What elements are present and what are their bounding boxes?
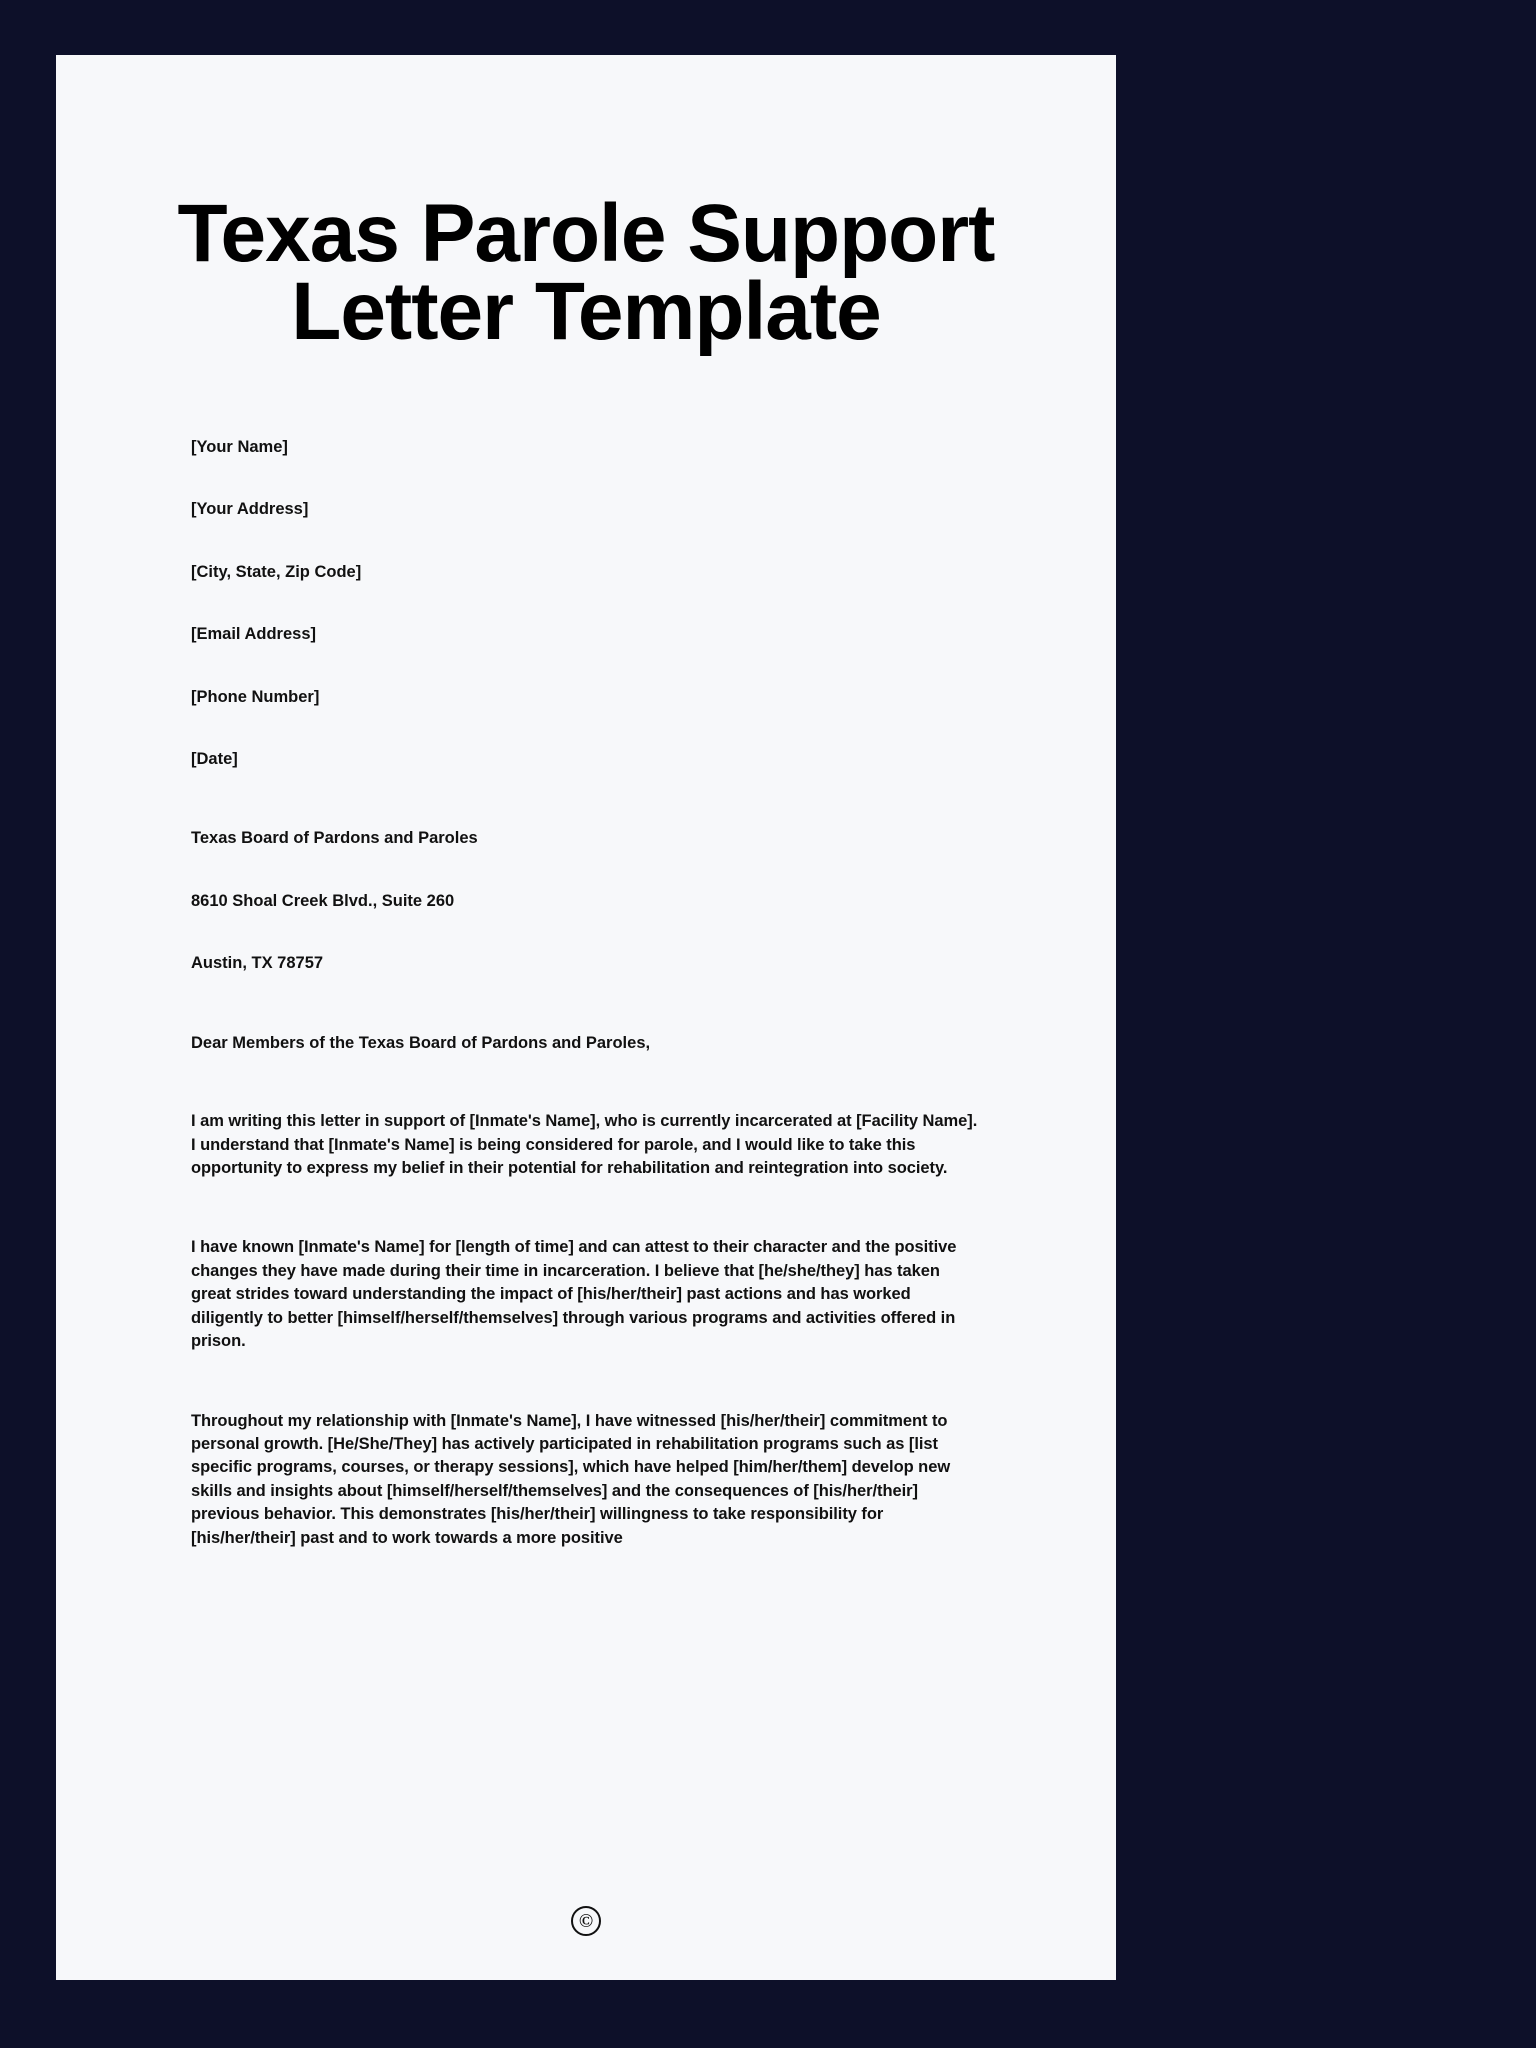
document-page — [56, 55, 1116, 1980]
spacer — [191, 1180, 984, 1236]
copyright-icon: © — [571, 1906, 601, 1936]
recipient-address-block — [191, 828, 984, 974]
spacer — [191, 912, 984, 953]
letter-date: [Date] — [191, 749, 238, 768]
spacer — [191, 708, 984, 749]
spacer — [191, 646, 984, 687]
body-paragraph-2: I have known [Inmate's Name] for [length of time] and can attest to their character and the positive changes they have made during their time in incarceration. I believe that [he/she/they] has taken great strides toward understanding the impact of [his/her/their] past actions and has worked diligently to better [himself/herself/themselves] through various programs and activities offered in prison. — [191, 1238, 957, 1351]
spacer — [191, 521, 984, 562]
sender-email: [Email Address] — [191, 625, 317, 644]
salutation: Dear Members of the Texas Board of Pardons and Paroles, — [191, 1033, 651, 1052]
sender-address-block — [191, 351, 984, 771]
spacer — [191, 583, 984, 624]
body-paragraph-1: I am writing this letter in support of [Inmate's Name], who is currently incarcerated at [Facility Name]. I understand that [Inmate's Name] is being considered for parole, and I would like to take this opportunity to express my belief in their potential for rehabilitation and reintegration into society. — [191, 1112, 978, 1177]
spacer — [191, 1354, 984, 1410]
sender-name: [Your Name] — [191, 437, 288, 456]
recipient-street: 8610 Shoal Creek Blvd., Suite 260 — [191, 891, 455, 910]
spacer — [191, 850, 984, 891]
body-paragraph-3: Throughout my relationship with [Inmate's Name], I have witnessed [his/her/their] commitment to personal growth. [He/She/They] has actively participated in rehabilitation programs such as [list specific programs, courses, or therapy sessions], which have helped [him/her/them] develop new skills and insights about [himself/herself/themselves] and the consequences of [his/her/their] previous behavior. This demonstrates [his/her/their] willingness to take responsibility for [his/her/their] past and to work towards a more positive — [191, 1411, 951, 1547]
spacer — [191, 770, 984, 828]
recipient-organization: Texas Board of Pardons and Paroles — [191, 829, 478, 848]
spacer — [191, 975, 984, 1033]
sender-phone: [Phone Number] — [191, 687, 320, 706]
sender-city-state-zip: [City, State, Zip Code] — [191, 562, 362, 581]
letter-body — [56, 351, 1116, 1550]
page-title: Texas Parole Support Letter Template — [177, 188, 995, 357]
recipient-city-state-zip: Austin, TX 78757 — [191, 954, 324, 973]
spacer — [191, 1054, 984, 1110]
footer — [56, 1906, 1116, 1936]
spacer — [191, 458, 984, 499]
sender-address: [Your Address] — [191, 500, 309, 519]
